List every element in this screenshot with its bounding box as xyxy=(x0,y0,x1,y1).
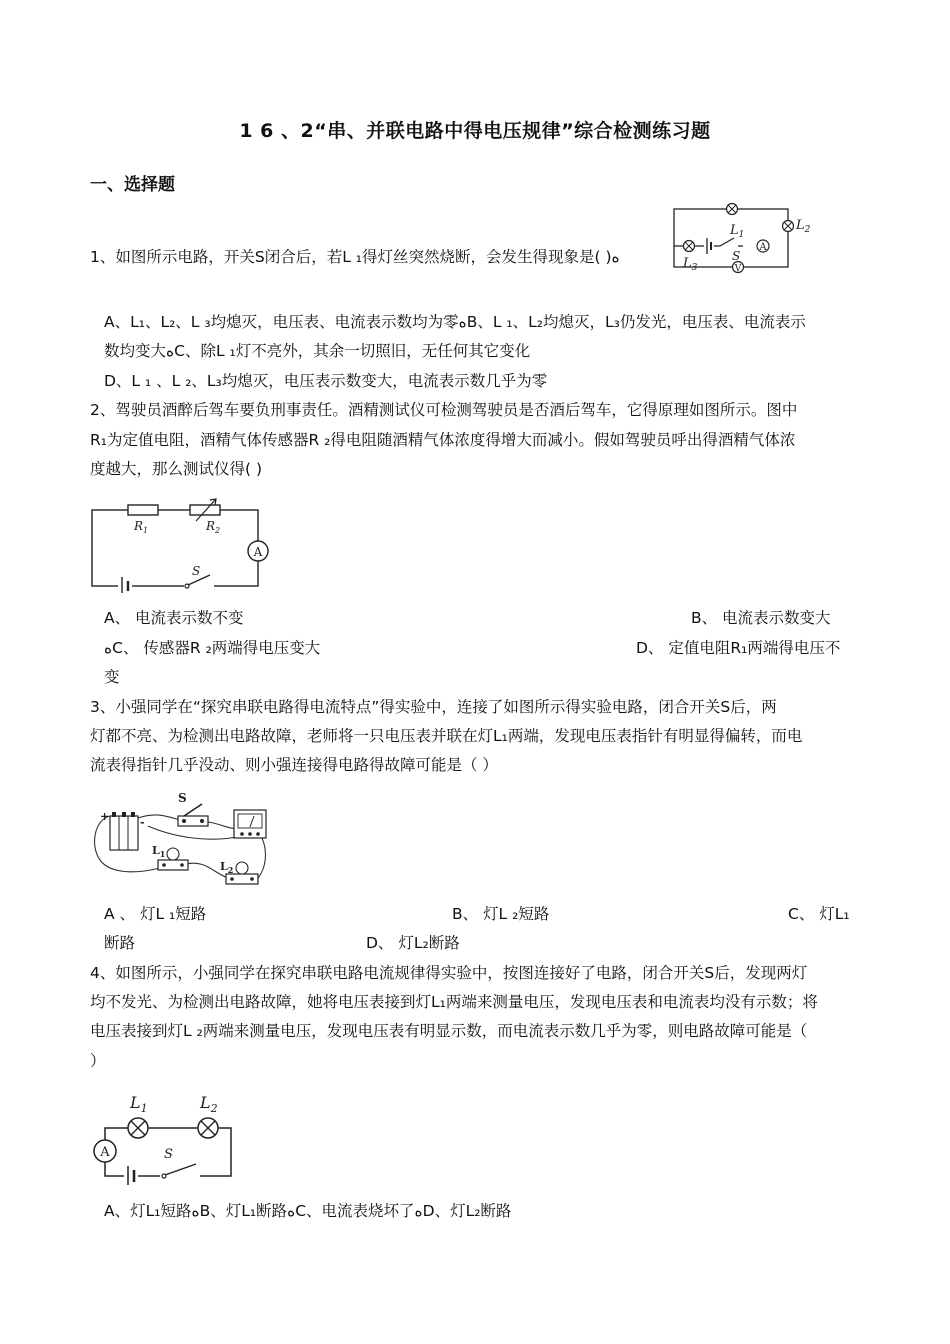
q2-stem-line-1: 2、驾驶员酒醉后驾车要负刑事责任。酒精测试仪可检测驾驶员是否酒后驾车，它得原理如图所示。图中 xyxy=(90,401,798,419)
switch-icon xyxy=(178,804,208,826)
label-s: S xyxy=(732,249,741,263)
q2-option-d: D、 定值电阻R₁两端得电压不 xyxy=(636,639,841,657)
label-l2: $L_2$ xyxy=(796,218,811,235)
label-l1: $L_1$ xyxy=(730,223,745,240)
label-r2: $R_2$ xyxy=(206,519,221,535)
page-title: 1 6 、2“串、并联电路中得电压规律”综合检测练习题 xyxy=(239,120,711,142)
q3-option-d: D、 灯L₂断路 xyxy=(366,934,460,952)
lamp-l1-icon xyxy=(727,204,738,215)
sensor-r2-icon xyxy=(190,499,220,521)
q1-option-line-3: D、L ₁ 、L ₂、L₃均熄灭，电压表示数变大，电流表示数几乎为零 xyxy=(104,372,548,390)
q3-stem-line-3: 流表得指针几乎没动、则小强连接得电路得故障可能是（ ） xyxy=(90,756,498,774)
q4-stem-line-3: 电压表接到灯L ₂两端来测量电压，发现电压表有明显示数，而电流表示数几乎为零，则电路故障可能是（ xyxy=(90,1022,808,1040)
svg-text:A: A xyxy=(253,545,263,559)
svg-text:A: A xyxy=(100,1145,110,1160)
resistor-r1-icon xyxy=(128,505,158,515)
q1-option-line-1: A、L₁、L₂、L ₃均熄灭，电压表、电流表示数均为零ﻩB、L ₁、L₂均熄灭，L₃仍发光，电压表、电流表示 xyxy=(104,313,806,331)
svg-text:A: A xyxy=(759,242,767,253)
q1-circuit-figure xyxy=(668,200,818,280)
q2-stem-line-2: R₁为定值电阻，酒精气体传感器R ₂得电阻随酒精气体浓度得增大而减小。假如驾驶员呼出得酒精气体浓 xyxy=(90,431,796,449)
q1-option-line-2: 数均变大ﻩC、除L ₁灯不亮外，其余一切照旧，无任何其它变化 xyxy=(104,342,531,360)
battery-icon xyxy=(124,1166,138,1186)
switch-icon xyxy=(160,1164,200,1182)
label-plus: + xyxy=(100,810,110,823)
q3-option-b: B、 灯L ₂短路 xyxy=(452,905,550,923)
ammeter-icon xyxy=(94,1140,116,1162)
battery-icon xyxy=(118,577,132,593)
q4-options: A、灯L₁短路ﻩB、灯L₁断路ﻩC、电流表烧坏了ﻩD、灯L₂断路 xyxy=(104,1202,512,1220)
label-l2: $L_2$ xyxy=(220,860,234,875)
q2-stem-line-3: 度越大，那么测试仪得( ) xyxy=(90,460,263,478)
label-minus: - xyxy=(140,816,145,829)
label-s: S xyxy=(178,791,187,805)
battery-icon xyxy=(110,812,138,850)
q3-stem-line-1: 3、小强同学在“探究串联电路得电流特点”得实验中，连接了如图所示得实验电路，闭合开关S后，两 xyxy=(90,698,777,716)
q4-circuit-figure xyxy=(88,1090,238,1186)
ammeter-icon xyxy=(248,541,268,561)
q2-option-d-cont: 变 xyxy=(104,668,120,686)
q3-circuit-figure xyxy=(90,790,276,894)
q2-option-c: ﻩC、 传感器R ₂两端得电压变大 xyxy=(104,639,321,657)
lamp-l1-icon xyxy=(128,1118,148,1138)
q4-stem-line-4: ） xyxy=(90,1052,106,1070)
q3-option-c: C、 灯L₁ xyxy=(788,905,850,923)
label-r1: $R_1$ xyxy=(134,519,149,535)
label-l1: $L_1$ xyxy=(152,844,166,859)
lamp-l3-icon xyxy=(684,241,695,252)
q2-option-b: B、 电流表示数变大 xyxy=(691,609,831,627)
label-l1: $L_1$ xyxy=(130,1093,148,1115)
q4-stem-line-1: 4、如图所示，小强同学在探究串联电路电流规律得实验中，按图连接好了电路，闭合开关S后，发现两灯 xyxy=(90,964,808,982)
section-heading: 一、选择题 xyxy=(90,175,175,195)
label-s: S xyxy=(164,1147,173,1162)
ammeter-icon xyxy=(757,240,769,253)
q2-circuit-figure xyxy=(88,497,274,593)
lamp-l2-icon xyxy=(198,1118,218,1138)
battery-icon xyxy=(704,238,714,254)
q3-option-a: A 、 灯L ₁短路 xyxy=(104,905,207,923)
label-l2: $L_2$ xyxy=(200,1093,218,1115)
q1-stem: 1、如图所示电路，开关S闭合后，若L ₁得灯丝突然烧断，会发生得现象是( )ﻩ xyxy=(90,248,620,266)
q3-option-c-cont: 断路 xyxy=(104,934,136,952)
label-s: S xyxy=(192,564,201,578)
lamp-l2-icon xyxy=(783,221,794,232)
label-l3: $L_3$ xyxy=(683,256,698,273)
q2-option-a: A、 电流表示数不变 xyxy=(104,609,244,627)
q3-stem-line-2: 灯都不亮、为检测出电路故障，老师将一只电压表并联在灯L₁两端，发现电压表指针有明显得偏转，而电 xyxy=(90,727,803,745)
ammeter-icon xyxy=(234,810,266,838)
q4-stem-line-2: 均不发光、为检测出电路故障，她将电压表接到灯L₁两端来测量电压，发现电压表和电流表均没有示数；将 xyxy=(90,993,818,1011)
voltmeter-icon xyxy=(733,262,744,275)
svg-text:V: V xyxy=(734,264,742,274)
